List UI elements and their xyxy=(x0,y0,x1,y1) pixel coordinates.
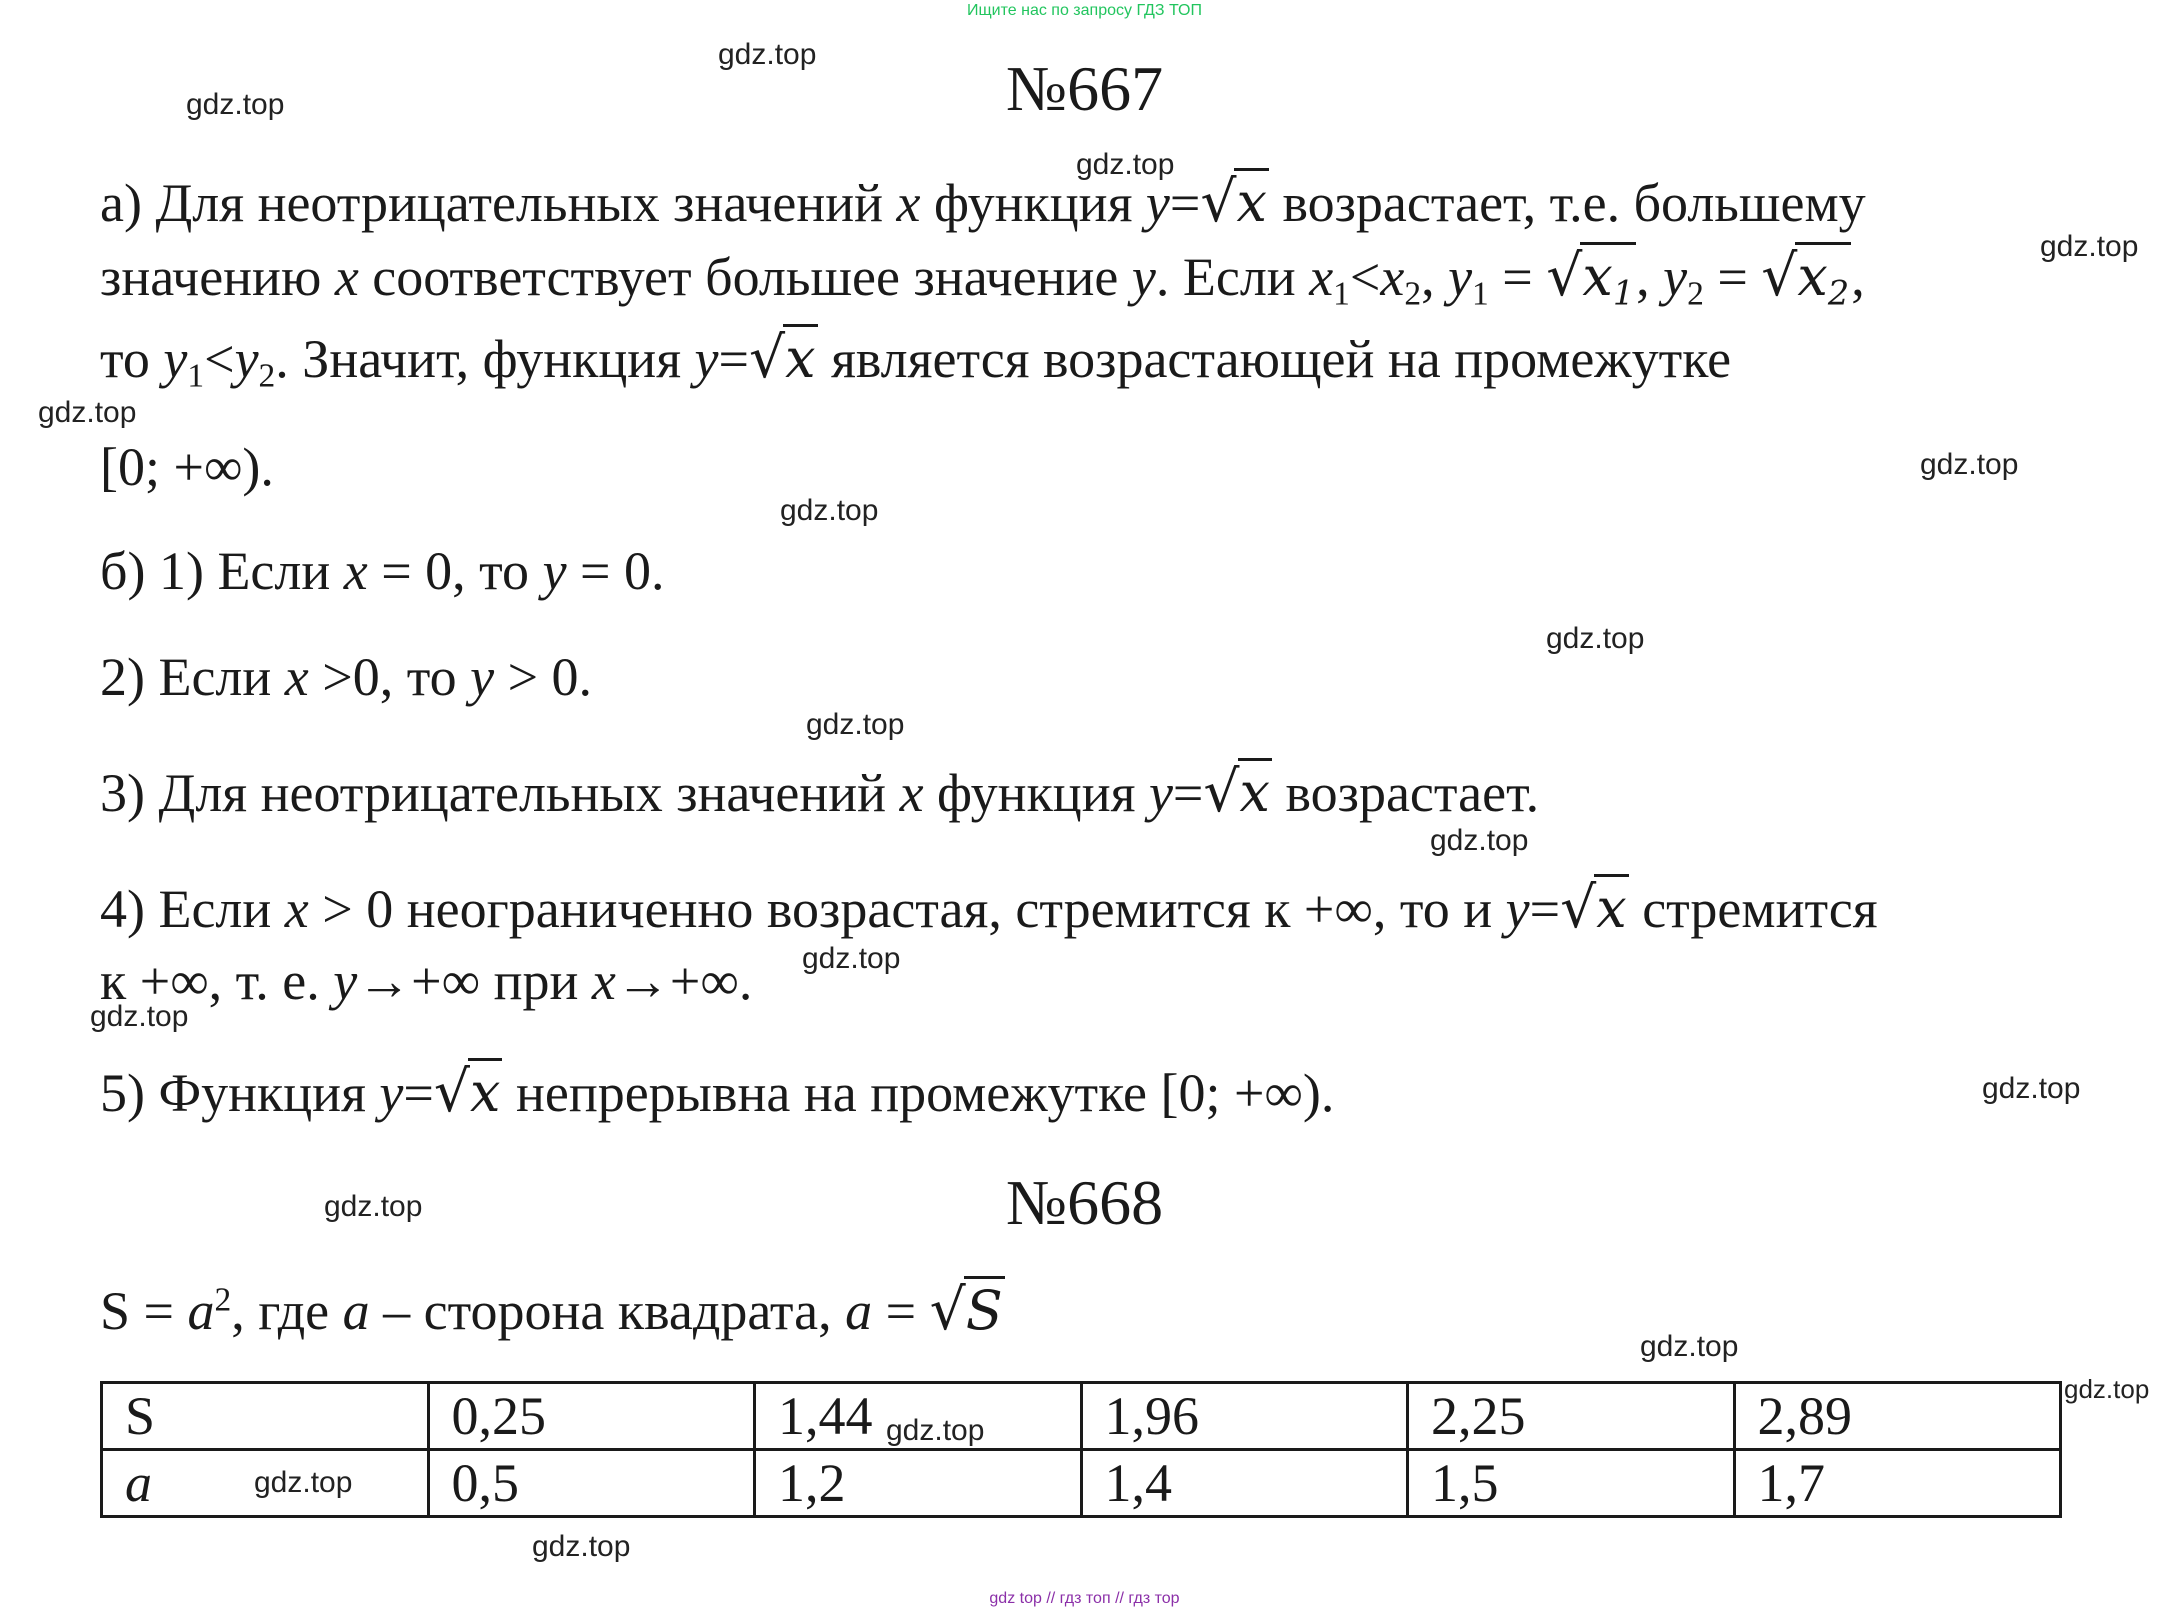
table-cell: 1,2 xyxy=(755,1450,1082,1517)
watermark: gdz.top xyxy=(2040,230,2139,263)
watermark: gdz.top xyxy=(1982,1072,2081,1105)
part-a-line-4: [0; +∞). xyxy=(100,437,274,497)
table-cell: 1,4 xyxy=(1081,1450,1408,1517)
table-cell: 1,96 xyxy=(1081,1383,1408,1450)
part-b-item-4-line-2: к +∞, т. е. y→+∞ при x→+∞. xyxy=(100,951,753,1011)
part-b-item-1: б) 1) Если x = 0, то y = 0. xyxy=(100,541,665,601)
problem-667-title: №667 xyxy=(1006,53,1164,124)
watermark: gdz.top xyxy=(780,494,879,527)
footer-link[interactable]: gdz top // гдз топ // гдз тор xyxy=(989,1590,1180,1607)
table-row xyxy=(102,1383,2061,1450)
table-cell: a xyxy=(102,1450,429,1517)
watermark: gdz.top xyxy=(1430,824,1529,857)
watermark: gdz.top xyxy=(2064,1374,2150,1404)
problem-668-title: №668 xyxy=(1006,1167,1164,1238)
part-a-line-1: а) Для неотрицательных значений x функция y=√x возрастает, т.е. большему xyxy=(100,169,1866,235)
table-cell: 2,89 xyxy=(1734,1383,2061,1450)
part-b-item-4-line-1: 4) Если x > 0 неограниченно возрастая, стремится к +∞, то и y=√x стремится xyxy=(100,875,1878,941)
watermark: gdz.top xyxy=(806,708,905,741)
part-a-line-2: значению x соответствует большее значение y. Если $x_1<x_2$, $y_1 = √x_1$, $y_2 = √x_2$, xyxy=(100,243,1865,313)
table-cell: 2,25 xyxy=(1408,1383,1735,1450)
part-b-item-3: 3) Для неотрицательных значений x функция y=√x возрастает. xyxy=(100,759,1540,825)
header-search-link[interactable]: Ищите нас по запросу ГДЗ ТОП xyxy=(967,2,1202,19)
table-cell: 1,7 xyxy=(1734,1450,2061,1517)
watermark: gdz.top xyxy=(1920,448,2019,481)
watermark: gdz.top xyxy=(718,38,817,71)
watermark: gdz.top xyxy=(324,1190,423,1223)
table-cell: 1,5 xyxy=(1408,1450,1735,1517)
table-cell: 1,44 xyxy=(755,1383,1082,1450)
watermark: gdz.top xyxy=(254,1466,353,1499)
part-a-line-3: то $y_1<y_2$. Значит, функция y=√x является возрастающей на промежутке xyxy=(100,325,1732,395)
watermark: gdz.top xyxy=(802,942,901,975)
watermark: gdz.top xyxy=(532,1530,631,1563)
table-cell: S xyxy=(102,1383,429,1450)
part-b-item-5: 5) Функция y=√x непрерывна на промежутке [0; +∞). xyxy=(100,1059,1335,1125)
table-cell: 0,5 xyxy=(428,1450,755,1517)
table-row xyxy=(102,1450,2061,1517)
table-cell: 0,25 xyxy=(428,1383,755,1450)
watermark: gdz.top xyxy=(1640,1330,1739,1363)
watermark: gdz.top xyxy=(186,88,285,121)
area-formula: $S = a^2$, где a – сторона квадрата, a = √S xyxy=(100,1277,1003,1343)
watermark: gdz.top xyxy=(886,1414,985,1447)
part-b-item-2: 2) Если x >0, то y > 0. xyxy=(100,647,593,707)
watermark: gdz.top xyxy=(38,396,137,429)
values-table xyxy=(100,1381,2062,1518)
watermark: gdz.top xyxy=(1076,148,1175,181)
watermark: gdz.top xyxy=(90,1000,189,1033)
watermark: gdz.top xyxy=(1546,622,1645,655)
